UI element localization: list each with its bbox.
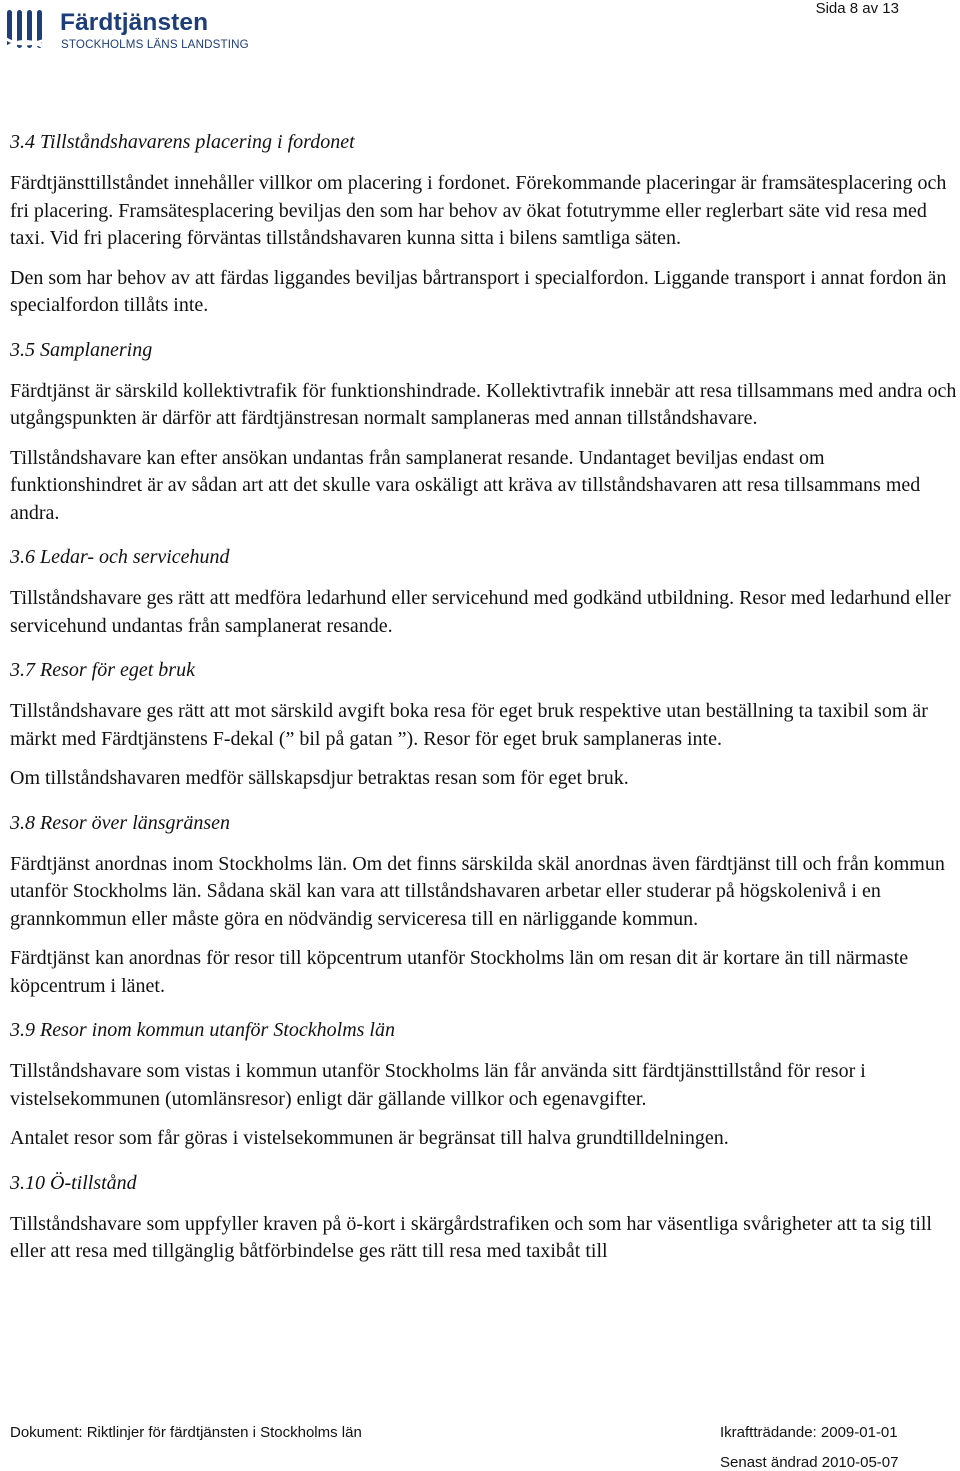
paragraph: Tillståndshavare som vistas i kommun utanför Stockholms län får använda sitt färdtjänsttillstånd för resor i vistelsekommunen (utomlänsresor) enligt där gällande villkor och egenavgifter. — [10, 1060, 866, 1110]
logo-subtitle: STOCKHOLMS LÄNS LANDSTING — [61, 38, 249, 51]
paragraph: Tillståndshavare ges rätt att mot särskild avgift boka resa för eget bruk respektive utan beställning ta taxibil som är märkt med Färdtjänstens F-dekal (” bil på gatan ”). Resor för eget bruk samplaneras inte. — [10, 700, 928, 750]
document-body — [10, 124, 958, 1266]
section-3-7 — [10, 652, 958, 793]
paragraph: Färdtjänst kan anordnas för resor till köpcentrum utanför Stockholms län om resan dit är kortare än till närmaste köpcentrum i länet. — [10, 947, 909, 997]
section-3-10 — [10, 1165, 958, 1266]
section-heading: 3.4 Tillståndshavarens placering i fordonet — [10, 131, 355, 153]
section-heading: 3.10 Ö-tillstånd — [10, 1171, 137, 1194]
section-heading: 3.8 Resor över länsgränsen — [10, 811, 230, 834]
section-heading: 3.6 Ledar- och servicehund — [10, 546, 230, 568]
footer-effective-date: Ikraftträdande: 2009-01-01 — [720, 1424, 898, 1441]
section-3-8 — [10, 805, 958, 1001]
section-heading: 3.9 Resor inom kommun utanför Stockholms län — [10, 1019, 395, 1041]
footer-document-title: Dokument: Riktlinjer för färdtjänsten i Stockholms län — [10, 1424, 362, 1441]
section-heading: 3.7 Resor för eget bruk — [10, 659, 195, 681]
paragraph: Färdtjänsttillståndet innehåller villkor om placering i fordonet. Förekommande placeringar är framsätesplacering och fri placering. Framsätesplacering beviljas den som har behov av ökat fotutrymme eller reglerbart säte vid resa med taxi. Vid fri placering förväntas tillståndshavaren kunna sitta i bilens samtliga säten. — [10, 172, 947, 249]
logo-name: Färdtjänsten — [60, 9, 209, 36]
paragraph: Antalet resor som får göras i vistelsekommunen är begränsat till halva grundtilldelningen. — [10, 1127, 729, 1149]
paragraph: Tillståndshavare som uppfyller kraven på ö-kort i skärgårdstrafiken och som har väsentliga svårigheter att ta sig till eller att resa med tillgänglig båtförbindelse ges rätt till resa med taxibåt till — [10, 1212, 932, 1262]
paragraph: Tillståndshavare ges rätt att medföra ledarhund eller servicehund med godkänd utbildning. Resor med ledarhund eller servicehund undantas från samplanerat resande. — [10, 587, 951, 637]
section-heading: 3.5 Samplanering — [10, 338, 153, 361]
footer-last-changed: Senast ändrad 2010-05-07 — [720, 1454, 899, 1471]
paragraph: Om tillståndshavaren medför sällskapsdjur betraktas resan som för eget bruk. — [10, 767, 629, 789]
paragraph: Färdtjänst anordnas inom Stockholms län. Om det finns särskilda skäl anordnas även färdtjänst till och från kommun utanför Stockholms län. Sådana skäl kan vara att tillståndshavaren arbetar eller studerar på högskolenivå i en grannkommun eller måste göra en nödvändig serviceresa till en närliggande kommun. — [10, 852, 945, 930]
section-3-6 — [10, 539, 958, 640]
paragraph: Den som har behov av att färdas liggandes beviljas bårtransport i specialfordon. Liggande transport i annat fordon än specialfordon tillåts inte. — [10, 266, 947, 316]
landsting-logo-icon — [2, 6, 54, 54]
page-number: Sida 8 av 13 — [815, 0, 899, 17]
paragraph: Tillståndshavare kan efter ansökan undantas från samplanerat resande. Undantaget beviljas endast om funktionshindret är av sådan art att det skulle vara oskäligt att kräva av tillståndshavaren att resa tillsammans med andra. — [10, 446, 921, 524]
section-3-4 — [10, 124, 958, 320]
section-3-9 — [10, 1012, 958, 1153]
section-3-5 — [10, 332, 958, 528]
logo — [2, 6, 252, 56]
paragraph: Färdtjänst är särskild kollektivtrafik för funktionshindrade. Kollektivtrafik innebär att resa tillsammans med andra och utgångspunkten är därför att färdtjänstresan normalt samplaneras med annan tillståndshavare. — [10, 379, 957, 429]
